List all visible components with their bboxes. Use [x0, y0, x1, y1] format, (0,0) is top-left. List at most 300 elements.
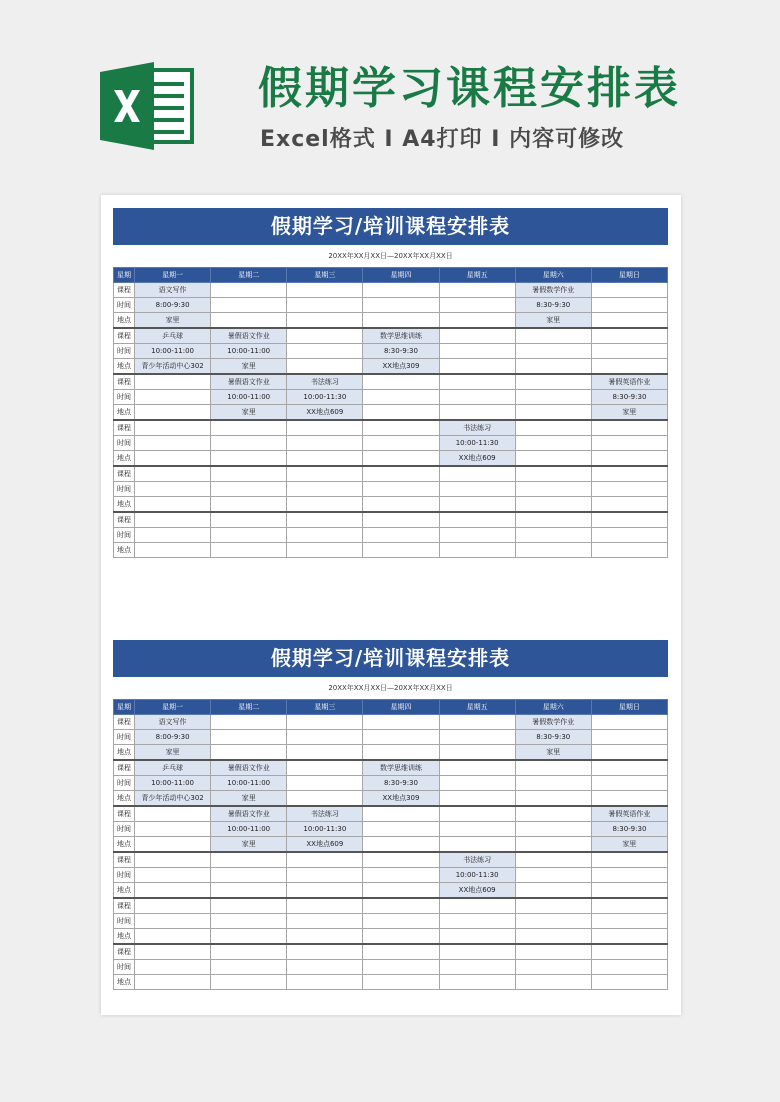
schedule-cell [135, 806, 211, 822]
schedule-cell [135, 497, 211, 513]
schedule-cell [363, 374, 439, 390]
column-header-day: 星期五 [439, 700, 515, 715]
schedule-cell [363, 745, 439, 761]
schedule-cell [591, 914, 667, 929]
table-row [114, 883, 668, 899]
schedule-cell [515, 776, 591, 791]
table-row [114, 283, 668, 298]
schedule-cell: 8:00-9:30 [135, 730, 211, 745]
schedule-cell [591, 760, 667, 776]
schedule-cell: 暑假语文作业 [211, 806, 287, 822]
schedule-cell [591, 715, 667, 730]
schedule-cell: 家里 [211, 791, 287, 807]
schedule-cell [287, 898, 363, 914]
page-subtitle: Excel格式 I A4打印 I 内容可修改 [260, 127, 625, 152]
column-header-day: 星期四 [363, 700, 439, 715]
schedule-cell [439, 344, 515, 359]
row-label-cell: 地点 [114, 883, 135, 899]
table-row [114, 328, 668, 344]
schedule-cell [515, 852, 591, 868]
schedule-cell [211, 466, 287, 482]
row-label-cell: 课程 [114, 852, 135, 868]
schedule-cell [515, 359, 591, 375]
row-label-cell: 课程 [114, 466, 135, 482]
schedule-cell: 8:30-9:30 [363, 776, 439, 791]
schedule-cell [287, 944, 363, 960]
schedule-cell [591, 328, 667, 344]
column-header-day: 星期日 [591, 700, 667, 715]
schedule-cell: 家里 [515, 745, 591, 761]
column-header-day: 星期六 [515, 268, 591, 283]
schedule-cell [515, 528, 591, 543]
table-row [114, 929, 668, 945]
schedule-cell: 书法练习 [439, 420, 515, 436]
row-label-cell: 地点 [114, 405, 135, 421]
schedule-cell [211, 730, 287, 745]
schedule-cell [135, 852, 211, 868]
schedule-sheet-1 [113, 208, 668, 558]
sheet-date-range: 20XX年XX月XX日—20XX年XX月XX日 [328, 684, 453, 692]
schedule-cell [515, 914, 591, 929]
schedule-cell [515, 960, 591, 975]
schedule-cell [135, 883, 211, 899]
schedule-cell [211, 512, 287, 528]
schedule-cell [363, 837, 439, 853]
schedule-cell: 8:30-9:30 [515, 730, 591, 745]
schedule-cell [135, 822, 211, 837]
schedule-cell [135, 390, 211, 405]
schedule-cell: 家里 [591, 405, 667, 421]
column-header-day: 星期一 [135, 700, 211, 715]
schedule-cell [363, 883, 439, 899]
schedule-cell [591, 745, 667, 761]
schedule-cell [287, 497, 363, 513]
schedule-cell: 乒乓球 [135, 328, 211, 344]
row-label-cell: 时间 [114, 528, 135, 543]
schedule-cell [135, 975, 211, 990]
schedule-cell [211, 451, 287, 467]
row-label-cell: 课程 [114, 374, 135, 390]
schedule-cell [287, 745, 363, 761]
table-row [114, 868, 668, 883]
table-body [114, 283, 668, 558]
schedule-cell [287, 791, 363, 807]
table-row [114, 482, 668, 497]
schedule-cell [211, 420, 287, 436]
schedule-cell [591, 543, 667, 558]
schedule-cell: 数学思维训练 [363, 328, 439, 344]
schedule-cell [211, 482, 287, 497]
sheet-title: 假期学习/培训课程安排表 [113, 640, 668, 677]
schedule-cell [591, 497, 667, 513]
schedule-cell [439, 898, 515, 914]
column-header-weekday: 星期 [114, 700, 135, 715]
schedule-cell: 暑假语文作业 [211, 328, 287, 344]
schedule-cell [287, 359, 363, 375]
schedule-cell [591, 776, 667, 791]
schedule-cell [439, 528, 515, 543]
column-header-day: 星期六 [515, 700, 591, 715]
schedule-cell [363, 898, 439, 914]
schedule-cell [211, 975, 287, 990]
schedule-cell [135, 868, 211, 883]
row-label-cell: 地点 [114, 497, 135, 513]
row-label-cell: 课程 [114, 898, 135, 914]
table-row [114, 543, 668, 558]
row-label-cell: 时间 [114, 776, 135, 791]
schedule-cell [287, 313, 363, 329]
schedule-cell: XX地点609 [287, 405, 363, 421]
schedule-cell [363, 482, 439, 497]
schedule-cell [515, 344, 591, 359]
schedule-cell [363, 298, 439, 313]
schedule-cell [287, 451, 363, 467]
row-label-cell: 时间 [114, 730, 135, 745]
row-label-cell: 地点 [114, 313, 135, 329]
schedule-cell [287, 528, 363, 543]
schedule-cell [591, 313, 667, 329]
row-label-cell: 时间 [114, 436, 135, 451]
schedule-cell [363, 451, 439, 467]
schedule-cell [363, 436, 439, 451]
schedule-cell: 乒乓球 [135, 760, 211, 776]
schedule-cell [439, 914, 515, 929]
table-row [114, 975, 668, 990]
schedule-cell: 数学思维训练 [363, 760, 439, 776]
table-header-row [114, 268, 668, 283]
table-row [114, 914, 668, 929]
schedule-cell [591, 344, 667, 359]
schedule-cell: 暑假英语作业 [591, 806, 667, 822]
row-label-cell: 时间 [114, 298, 135, 313]
column-header-day: 星期四 [363, 268, 439, 283]
schedule-cell [135, 420, 211, 436]
column-header-day: 星期二 [211, 268, 287, 283]
row-label-cell: 课程 [114, 328, 135, 344]
schedule-cell [591, 451, 667, 467]
schedule-cell [515, 837, 591, 853]
schedule-cell [287, 960, 363, 975]
schedule-cell [439, 405, 515, 421]
table-row [114, 420, 668, 436]
page-title: 假期学习课程安排表 [258, 63, 681, 114]
table-row [114, 898, 668, 914]
table-row [114, 374, 668, 390]
schedule-cell [439, 929, 515, 945]
row-label-cell: 课程 [114, 283, 135, 298]
schedule-cell [515, 512, 591, 528]
schedule-cell [439, 944, 515, 960]
schedule-table [113, 267, 668, 558]
schedule-cell [515, 497, 591, 513]
schedule-cell [287, 482, 363, 497]
row-label-cell: 课程 [114, 715, 135, 730]
row-label-cell: 课程 [114, 760, 135, 776]
schedule-cell [515, 806, 591, 822]
schedule-cell: XX地点309 [363, 791, 439, 807]
schedule-cell [287, 929, 363, 945]
column-header-day: 星期一 [135, 268, 211, 283]
schedule-cell [591, 283, 667, 298]
schedule-cell [515, 405, 591, 421]
row-label-cell: 地点 [114, 929, 135, 945]
table-row [114, 405, 668, 421]
schedule-cell [211, 914, 287, 929]
schedule-cell [363, 715, 439, 730]
schedule-cell [439, 466, 515, 482]
row-label-cell: 时间 [114, 390, 135, 405]
table-row [114, 497, 668, 513]
schedule-cell [363, 390, 439, 405]
schedule-cell [439, 359, 515, 375]
schedule-cell [287, 512, 363, 528]
schedule-cell [591, 868, 667, 883]
schedule-cell [515, 374, 591, 390]
row-label-cell: 地点 [114, 975, 135, 990]
schedule-cell [439, 482, 515, 497]
schedule-cell: 10:00-11:30 [439, 436, 515, 451]
schedule-cell [591, 960, 667, 975]
schedule-cell [515, 436, 591, 451]
schedule-cell [363, 512, 439, 528]
schedule-cell [439, 806, 515, 822]
table-row [114, 313, 668, 329]
schedule-cell [211, 868, 287, 883]
schedule-cell [439, 283, 515, 298]
table-row [114, 730, 668, 745]
schedule-cell: 10:00-11:00 [211, 344, 287, 359]
table-row [114, 776, 668, 791]
schedule-cell [363, 497, 439, 513]
schedule-cell [439, 760, 515, 776]
schedule-cell [515, 420, 591, 436]
schedule-cell [287, 283, 363, 298]
row-label-cell: 地点 [114, 359, 135, 375]
schedule-cell [439, 298, 515, 313]
schedule-cell [591, 791, 667, 807]
schedule-cell [211, 929, 287, 945]
schedule-cell [515, 822, 591, 837]
sheet-date-range: 20XX年XX月XX日—20XX年XX月XX日 [328, 252, 453, 260]
schedule-cell: 家里 [135, 313, 211, 329]
table-row [114, 791, 668, 807]
schedule-cell [287, 730, 363, 745]
row-label-cell: 时间 [114, 482, 135, 497]
schedule-cell: XX地点609 [439, 451, 515, 467]
table-row [114, 344, 668, 359]
schedule-cell [439, 328, 515, 344]
schedule-cell [287, 344, 363, 359]
schedule-cell: 家里 [211, 837, 287, 853]
schedule-cell [287, 466, 363, 482]
schedule-cell [287, 328, 363, 344]
table-row [114, 745, 668, 761]
table-row [114, 298, 668, 313]
table-row [114, 451, 668, 467]
row-label-cell: 课程 [114, 420, 135, 436]
schedule-cell [135, 512, 211, 528]
schedule-cell [287, 543, 363, 558]
schedule-cell [439, 374, 515, 390]
schedule-cell [287, 436, 363, 451]
schedule-cell [287, 883, 363, 899]
schedule-cell [439, 390, 515, 405]
schedule-cell [591, 730, 667, 745]
schedule-cell [211, 436, 287, 451]
row-label-cell: 时间 [114, 344, 135, 359]
schedule-cell [287, 914, 363, 929]
schedule-cell: 书法练习 [287, 374, 363, 390]
schedule-cell: 8:00-9:30 [135, 298, 211, 313]
table-row [114, 822, 668, 837]
schedule-cell [591, 512, 667, 528]
schedule-cell [591, 883, 667, 899]
schedule-cell [515, 883, 591, 899]
schedule-cell: 家里 [515, 313, 591, 329]
schedule-cell [439, 543, 515, 558]
schedule-cell [363, 852, 439, 868]
schedule-cell: XX地点309 [363, 359, 439, 375]
table-row [114, 837, 668, 853]
schedule-cell [135, 482, 211, 497]
schedule-cell [363, 914, 439, 929]
schedule-cell [591, 436, 667, 451]
schedule-cell [439, 745, 515, 761]
schedule-cell [287, 420, 363, 436]
schedule-cell [363, 806, 439, 822]
row-label-cell: 时间 [114, 822, 135, 837]
schedule-cell [591, 420, 667, 436]
page-header [0, 0, 780, 185]
schedule-cell [135, 405, 211, 421]
schedule-cell: 10:00-11:00 [135, 776, 211, 791]
row-label-cell: 地点 [114, 837, 135, 853]
schedule-cell [439, 497, 515, 513]
schedule-cell [363, 929, 439, 945]
schedule-cell [515, 791, 591, 807]
schedule-cell [135, 543, 211, 558]
schedule-cell [439, 730, 515, 745]
schedule-cell [135, 929, 211, 945]
schedule-cell [591, 466, 667, 482]
schedule-cell [515, 898, 591, 914]
schedule-cell: 暑假数学作业 [515, 283, 591, 298]
row-label-cell: 课程 [114, 512, 135, 528]
schedule-cell: 书法练习 [287, 806, 363, 822]
schedule-cell [591, 359, 667, 375]
schedule-cell [591, 944, 667, 960]
schedule-cell [515, 944, 591, 960]
schedule-cell [515, 760, 591, 776]
schedule-cell: 青少年活动中心302 [135, 791, 211, 807]
table-row [114, 944, 668, 960]
schedule-cell [591, 852, 667, 868]
schedule-cell [211, 543, 287, 558]
schedule-cell [363, 975, 439, 990]
sheet-title: 假期学习/培训课程安排表 [113, 208, 668, 245]
schedule-cell [135, 451, 211, 467]
schedule-cell: 语文写作 [135, 283, 211, 298]
schedule-cell [591, 898, 667, 914]
schedule-cell [135, 374, 211, 390]
schedule-cell: 家里 [591, 837, 667, 853]
column-header-weekday: 星期 [114, 268, 135, 283]
schedule-cell [363, 944, 439, 960]
row-label-cell: 时间 [114, 914, 135, 929]
column-header-day: 星期二 [211, 700, 287, 715]
schedule-cell [439, 776, 515, 791]
schedule-cell [515, 482, 591, 497]
schedule-cell [211, 883, 287, 899]
schedule-cell: 暑假语文作业 [211, 374, 287, 390]
schedule-cell [591, 482, 667, 497]
schedule-cell [363, 466, 439, 482]
table-row [114, 960, 668, 975]
schedule-cell [439, 837, 515, 853]
schedule-cell: 10:00-11:30 [439, 868, 515, 883]
row-label-cell: 时间 [114, 868, 135, 883]
schedule-cell [439, 960, 515, 975]
schedule-cell [363, 313, 439, 329]
schedule-cell: 书法练习 [439, 852, 515, 868]
schedule-cell [135, 436, 211, 451]
column-header-day: 星期三 [287, 700, 363, 715]
schedule-cell [287, 975, 363, 990]
row-label-cell: 地点 [114, 543, 135, 558]
row-label-cell: 课程 [114, 944, 135, 960]
schedule-cell [515, 466, 591, 482]
schedule-cell [211, 528, 287, 543]
schedule-cell: 8:30-9:30 [591, 822, 667, 837]
schedule-cell [287, 760, 363, 776]
schedule-cell: 暑假英语作业 [591, 374, 667, 390]
schedule-cell [211, 715, 287, 730]
schedule-cell [515, 328, 591, 344]
schedule-cell [591, 528, 667, 543]
schedule-cell [363, 405, 439, 421]
table-row [114, 715, 668, 730]
schedule-cell [439, 313, 515, 329]
schedule-cell [439, 791, 515, 807]
row-label-cell: 地点 [114, 451, 135, 467]
schedule-cell [287, 852, 363, 868]
schedule-cell: 10:00-11:30 [287, 390, 363, 405]
schedule-sheet-2 [113, 640, 668, 990]
schedule-cell: XX地点609 [439, 883, 515, 899]
schedule-cell: 青少年活动中心302 [135, 359, 211, 375]
schedule-cell [363, 283, 439, 298]
schedule-cell [591, 975, 667, 990]
schedule-cell [515, 929, 591, 945]
schedule-cell [287, 715, 363, 730]
row-label-cell: 地点 [114, 745, 135, 761]
schedule-cell: 家里 [135, 745, 211, 761]
schedule-cell [135, 944, 211, 960]
schedule-cell [211, 960, 287, 975]
schedule-cell [515, 543, 591, 558]
table-row [114, 528, 668, 543]
schedule-cell [439, 715, 515, 730]
table-row [114, 359, 668, 375]
table-row [114, 390, 668, 405]
schedule-cell: XX地点609 [287, 837, 363, 853]
schedule-cell [135, 960, 211, 975]
schedule-cell: 家里 [211, 405, 287, 421]
schedule-cell [363, 960, 439, 975]
schedule-cell [211, 283, 287, 298]
schedule-cell [439, 822, 515, 837]
schedule-cell: 8:30-9:30 [515, 298, 591, 313]
